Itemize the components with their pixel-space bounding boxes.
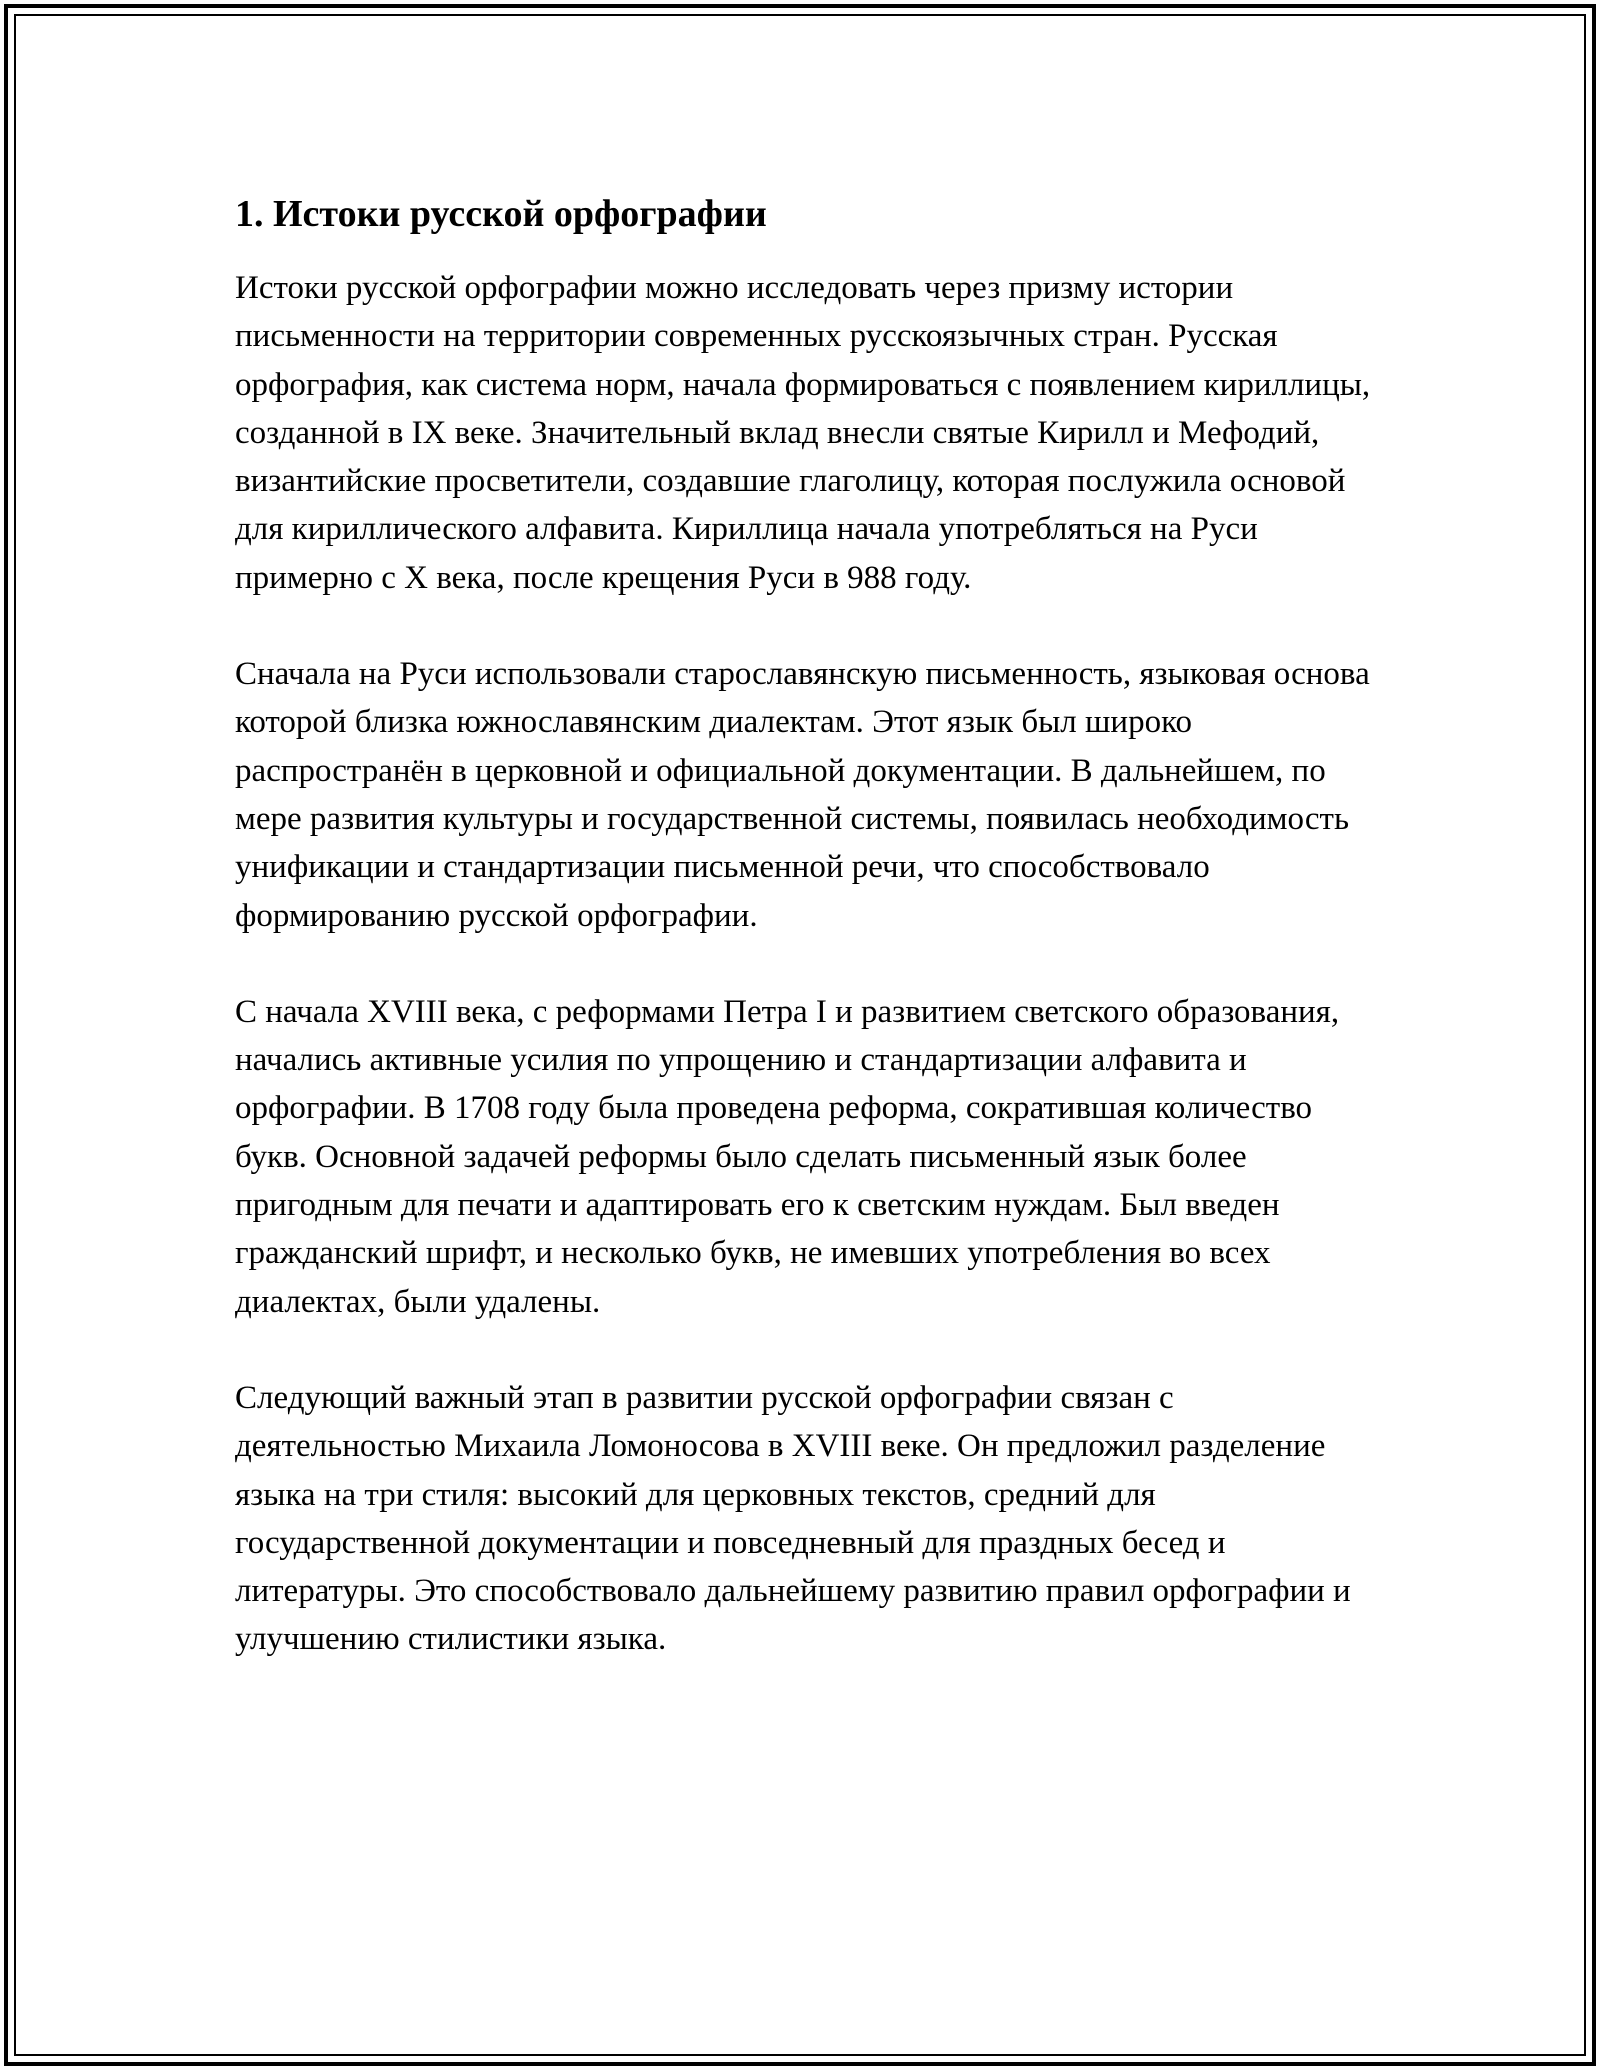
paragraph-3: С начала XVIII века, с реформами Петра I и развитием светского образования, начались активные усилия по упрощению и стандартизации алфавита и орфографии. В 1708 году была проведена реформа, сократившая количество букв. Основной задачей реформы было сделать письменный язык более пригодным для печати и адаптировать его к светским нуждам. Был введен гражданский шрифт, и несколько букв, не имевших употребления во всех диалектах, были удалены. — [235, 993, 1340, 1320]
paragraph-1: Истоки русской орфографии можно исследовать через призму истории письменности на территории современных русскоязычных стран. Русская орфография, как система норм, начала формироваться с появлением кириллицы, созданной в IX веке. Значительный вклад внесли святые Кирилл и Мефодий, византийские просветители, создавшие глаголицу, которая послужила основой для кириллического алфавита. Кириллица начала употребляться на Руси примерно с X века, после крещения Руси в 988 году. — [235, 270, 1371, 596]
section-heading: 1. Истоки русской орфографии — [235, 193, 767, 235]
paragraph-4: Следующий важный этап в развитии русской орфографии связан с деятельностью Михаила Ломоносова в XVIII веке. Он предложил разделение языка на три стиля: высокий для церковных текстов, средний для государственной документации и повседневный для праздных бесед и литературы. Это способствовало дальнейшему развитию правил орфографии и улучшению стилистики языка. — [235, 1379, 1351, 1658]
document-body — [235, 188, 1375, 1664]
paragraph-2: Сначала на Руси использовали старославянскую письменность, языковая основа которой близка южнославянским диалектам. Этот язык был широко распространён в церковной и официальной документации. В дальнейшем, по мере развития культуры и государственной системы, появилась необходимость унификации и стандартизации письменной речи, что способствовало формированию русской орфографии. — [235, 656, 1370, 934]
